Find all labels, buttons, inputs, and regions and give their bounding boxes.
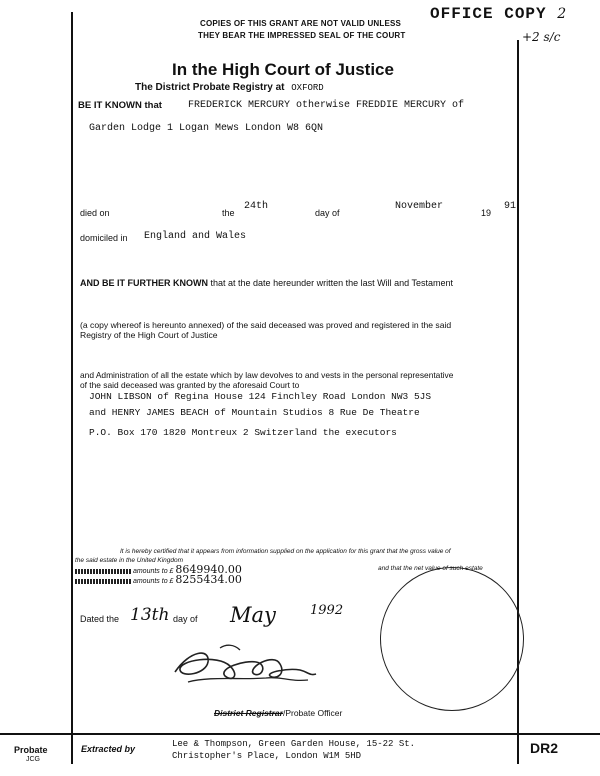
gross-amount-label: amounts to £ (132, 568, 174, 575)
deceased-address: Garden Lodge 1 Logan Mews London W8 6QN (89, 123, 324, 134)
court-seal-circle (380, 567, 524, 711)
extractor-line1: Lee & Thompson, Green Garden House, 15-22 St. (172, 739, 416, 749)
copy-annexed-line2: Registry of the High Court of Justice (80, 330, 218, 340)
gross-value: 8649940.00 (175, 563, 242, 576)
further-known-line (80, 278, 453, 288)
certified-line2: the said estate in the United Kingdom (75, 557, 184, 564)
officer-struck: District Registrar (214, 708, 283, 718)
death-year: 91 (504, 201, 517, 212)
death-day: 24th (244, 201, 269, 212)
domicile-value: England and Wales (144, 231, 247, 242)
executor-line2: and HENRY JAMES BEACH of Mountain Studios 8 Rue De Theatre (89, 407, 420, 418)
certified-line1: It is hereby certified that it appears from information supplied on the application for this grant that the gross value of (120, 548, 451, 555)
dated-label: Dated the (80, 614, 120, 624)
footer-code: JCG (26, 756, 40, 763)
officer-title (214, 708, 342, 718)
dated-year: 1992 (310, 603, 344, 618)
administration-line1: and Administration of all the estate which by law devolves to and vests in the personal representative (80, 370, 454, 380)
dated-month: May (230, 603, 276, 627)
office-copy-text: OFFICE COPY (430, 5, 547, 23)
copy-annexed-line1: (a copy whereof is hereunto annexed) of the said deceased was proved and registered in the said (80, 320, 452, 330)
day-of-label: day of (315, 208, 340, 218)
death-month: November (395, 201, 444, 212)
executor-line3: P.O. Box 170 1820 Montreux 2 Switzerland the executors (89, 427, 397, 438)
extractor-line2: Christopher's Place, London W1M 5HD (172, 751, 362, 761)
administration-line2: of the said deceased was granted by the aforesaid Court to (80, 380, 300, 390)
deceased-name: FREDERICK MERCURY otherwise FREDDIE MERCURY of (188, 100, 465, 111)
be-it-known-label: BE IT KNOWN that (78, 100, 162, 111)
left-margin-line (71, 12, 73, 764)
executor-line1: JOHN LIBSON of Regina House 124 Finchley Road London NW3 5JS (89, 391, 432, 402)
office-copy-number: 2 (557, 6, 568, 22)
officer-label: /Probate Officer (282, 708, 343, 718)
handwritten-fee: +2 s/c (522, 30, 561, 44)
court-title: In the High Court of Justice (172, 60, 394, 79)
dated-day-of: day of (173, 614, 198, 624)
further-known-rest: that at the date hereunder written the last Will and Testament (210, 278, 453, 288)
office-copy-stamp (430, 5, 567, 23)
net-struck-text (75, 579, 131, 584)
form-code: DR2 (530, 740, 559, 756)
validity-notice-line2: THEY BEAR THE IMPRESSED SEAL OF THE COURT (198, 31, 406, 40)
the-label: the (222, 208, 235, 218)
dated-day: 13th (130, 605, 170, 625)
net-amount-label: amounts to £ (132, 578, 174, 585)
footer-probate-label: Probate (14, 745, 48, 755)
net-value-label: and that the net value of such estate (378, 565, 483, 572)
footer-rule (0, 733, 600, 735)
registry-label: The District Probate Registry at (135, 82, 285, 93)
validity-notice-line1: COPIES OF THIS GRANT ARE NOT VALID UNLESS (200, 19, 402, 28)
registry-name: OXFORD (291, 83, 324, 93)
died-on-label: died on (80, 208, 110, 218)
officer-signature (170, 640, 320, 690)
domiciled-label: domiciled in (80, 233, 128, 243)
further-known-bold: AND BE IT FURTHER KNOWN (80, 278, 208, 288)
footer-extracted-by: Extracted by (81, 744, 136, 754)
net-value: 8255434.00 (175, 573, 242, 586)
net-value-row (75, 573, 242, 586)
registry-line (135, 82, 324, 93)
year-prefix: 19 (481, 208, 492, 218)
